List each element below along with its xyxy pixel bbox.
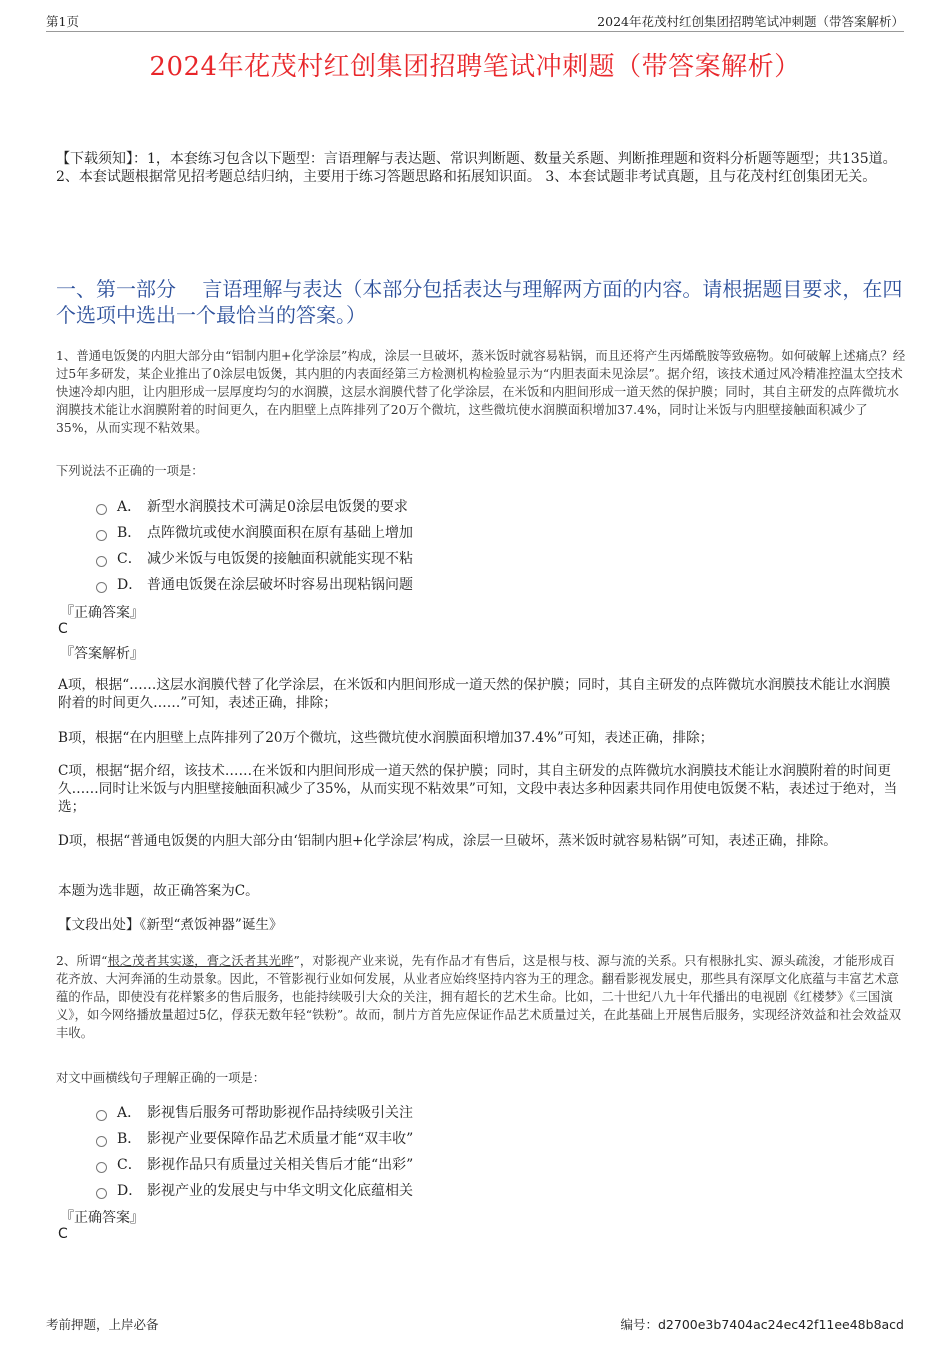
q1-conclusion: 本题为选非题，故正确答案为C。 <box>58 883 259 899</box>
radio-icon[interactable] <box>96 1136 107 1147</box>
radio-icon[interactable] <box>96 530 107 541</box>
underlined-sentence: 根之茂者其实遂，膏之沃者其光晔 <box>107 954 294 968</box>
header-doc-title: 2024年花茂村红创集团招聘笔试冲刺题（带答案解析） <box>597 14 904 29</box>
radio-icon[interactable] <box>96 504 107 515</box>
radio-icon[interactable] <box>96 556 107 567</box>
footer-slogan: 考前押题，上岸必备 <box>46 1317 159 1332</box>
q1-option-a[interactable]: A． 新型水润膜技术可满足0涂层电饭煲的要求 <box>96 496 408 516</box>
q1-answer: C <box>58 621 68 637</box>
q2-option-d[interactable]: D． 影视产业的发展史与中华文明文化底蕴相关 <box>96 1180 413 1200</box>
header-divider <box>46 31 904 32</box>
q1-option-c[interactable]: C． 减少米饭与电饭煲的接触面积就能实现不粘 <box>96 548 413 568</box>
q1-analysis-label: 『答案解析』 <box>60 646 144 662</box>
q1-analysis-b: B项，根据“在内胆壁上点阵排列了20万个微坑，这些微坑使水润膜面积增加37.4%”可知，表述正确，排除； <box>58 730 714 746</box>
q1-source: 【文段出处】《新型“煮饭神器”诞生》 <box>58 917 283 933</box>
page-number: 第1页 <box>46 14 79 29</box>
document-title: 2024年花茂村红创集团招聘笔试冲刺题（带答案解析） <box>149 52 801 82</box>
q2-option-a[interactable]: A． 影视售后服务可帮助影视作品持续吸引关注 <box>96 1102 413 1122</box>
q2-option-b[interactable]: B． 影视产业要保障作品艺术质量才能“双丰收” <box>96 1128 413 1148</box>
q1-analysis-d: D项，根据“普通电饭煲的内胆大部分由‘铝制内胆+化学涂层’构成，涂层一旦破坏，蒸米饭时就容易粘锅”可知，表述正确，排除。 <box>58 833 837 849</box>
question-2-prompt: 对文中画横线句子理解正确的一项是： <box>56 1071 266 1085</box>
radio-icon[interactable] <box>96 1188 107 1199</box>
q1-analysis-a: A项，根据“……这层水润膜代替了化学涂层，在米饭和内胆间形成一道天然的保护膜；同时，其自主研发的点阵微坑水润膜技术能让水润膜附着的时间更久……”可知，表述正确，排除； <box>58 677 891 711</box>
radio-icon[interactable] <box>96 1162 107 1173</box>
radio-icon[interactable] <box>96 582 107 593</box>
q1-answer-label: 『正确答案』 <box>60 605 144 621</box>
footer-code: 编号：d2700e3b7404ac24ec42f11ee48b8acd <box>620 1317 904 1332</box>
q2-answer-label: 『正确答案』 <box>60 1210 144 1226</box>
q1-option-b[interactable]: B． 点阵微坑或使水润膜面积在原有基础上增加 <box>96 522 413 542</box>
download-notice: 【下载须知】：1，本套练习包含以下题型：言语理解与表达题、常识判断题、数量关系题、判断推理题和资料分析题等题型；共135道。 2、本套试题根据常见招考题总结归纳，主要用于练习答题思路和拓展知识面。 3、本套试题非考试真题，且与花茂村红创集团无关。 <box>56 151 897 185</box>
radio-icon[interactable] <box>96 1110 107 1121</box>
q1-option-d[interactable]: D． 普通电饭煲在涂层破坏时容易出现粘锅问题 <box>96 574 413 594</box>
section-heading: 一、第一部分 言语理解与表达（本部分包括表达与理解两方面的内容。请根据题目要求，在四个选项中选出一个最恰当的答案。） <box>56 277 903 327</box>
q2-option-c[interactable]: C． 影视作品只有质量过关相关售后才能“出彩” <box>96 1154 413 1174</box>
q2-answer: C <box>58 1226 68 1242</box>
question-1-prompt: 下列说法不正确的一项是： <box>56 464 204 478</box>
q1-analysis-c: C项，根据“据介绍，该技术……在米饭和内胆间形成一道天然的保护膜；同时，其自主研发的点阵微坑水润膜技术能让水润膜附着的时间更久……同时让米饭与内胆壁接触面积减少了35%，从而实现不粘效果”可知，文段中表达多种因素共同作用使电饭煲不粘，表述过于绝对，当选； <box>58 763 898 815</box>
question-1-passage: 1、普通电饭煲的内胆大部分由“铝制内胆+化学涂层”构成，涂层一旦破坏，蒸米饭时就容易粘锅，而且还将产生丙烯酰胺等致癌物。如何破解上述痛点？经过5年多研发，某企业推出了0涂层电饭煲，其内胆的内表面经第三方检测机构检验显示为“内胆表面未见涂层”。据介绍，该技术通过风冷精准控温太空技术快速冷却内胆，让内胆形成一层厚度均匀的水润膜，这层水润膜代替了化学涂层，在米饭和内胆间形成一道天然的保护膜；同时，其自主研发的点阵微坑水润膜技术能让水润膜附着的时间更久，在内胆壁上点阵排列了20万个微坑，这些微坑使水润膜面积增加37.4%，同时让米饭与内胆壁接触面积减少了35%，从而实现不粘效果。 <box>56 349 906 435</box>
question-2-passage: 2、所谓“根之茂者其实遂，膏之沃者其光晔”，对影视产业来说，先有作品才有售后，这是根与枝、源与流的关系。只有根脉扎实、源头疏浚，才能形成百花齐放、大河奔涌的生动景象。因此，不管影视行业如何发展，从业者应始终坚持内容为王的理念。翻看影视发展史，那些具有深厚文化底蕴与丰富艺术意蕴的作品，即使没有花样繁多的售后服务，也能持续吸引大众的关注，拥有超长的艺术生命。比如，二十世纪八九十年代播出的电视剧《红楼梦》《三国演义》，如今网络播放量超过5亿，俘获无数年轻“铁粉”。故而，制片方首先应保证作品艺术质量过关，在此基础上开展售后服务，实现经济效益和社会效益双丰收。 <box>56 954 902 1040</box>
